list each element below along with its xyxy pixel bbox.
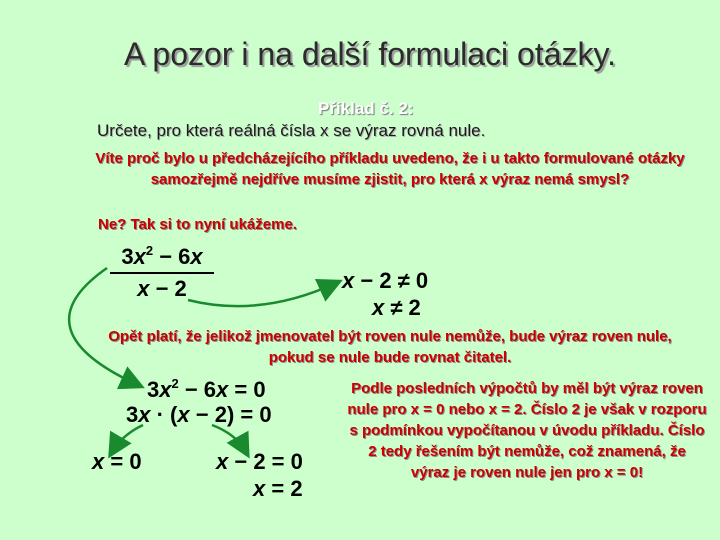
arrow-to-root-2 [212, 425, 246, 452]
root-x-2: x = 2 [253, 476, 303, 501]
root-x-0: x = 0 [92, 449, 142, 474]
conclusion-text: Podle posledních výpočtů by měl být výraz roven nule pro x = 0 nebo x = 2. Číslo 2 je však v rozporu s podmínkou vypočítanou v úvodu příkladu. Číslo 2 tedy řešením být nemůže, což znamená, že výraz je roven nule jen pro x = 0! [347, 380, 707, 481]
arrow-to-numerator [69, 268, 138, 385]
task-text: Určete, pro která reálná čísla x se výraz rovná nule. [97, 121, 486, 140]
explanation-text: Opět platí, že jelikož jmenovatel být roven nule nemůže, bude výraz roven nule, pokud se nule bude rovnat čitatel. [108, 328, 672, 366]
numerator-equation: $3x^2 - 6x = 0$ [147, 376, 266, 402]
root-equation-x-minus-2: x − 2 = 0 [216, 449, 303, 474]
example-label: Příklad č. 2: [318, 99, 414, 118]
condition-equation: x − 2 ≠ 0 [342, 268, 429, 293]
prompt-text: Ne? Tak si to nyní ukážeme. [98, 216, 297, 233]
factored-equation: 3x · (x − 2) = 0 [126, 402, 272, 427]
slide-title: A pozor i na další formulaci otázky. [123, 36, 617, 72]
arrow-to-root-0 [112, 425, 143, 452]
arrow-to-condition [188, 283, 336, 306]
question-text: Víte proč bylo u předcházejícího příkladu uvedeno, že i u takto formulované otázky samozřejmě nejdříve musíme zjistit, pro která x výraz nemá smysl? [95, 150, 685, 188]
condition-result: x ≠ 2 [372, 295, 421, 320]
fraction-numerator: $3x^2 - 6x$ [121, 243, 203, 269]
fraction-bar: x − 2 [110, 272, 214, 302]
